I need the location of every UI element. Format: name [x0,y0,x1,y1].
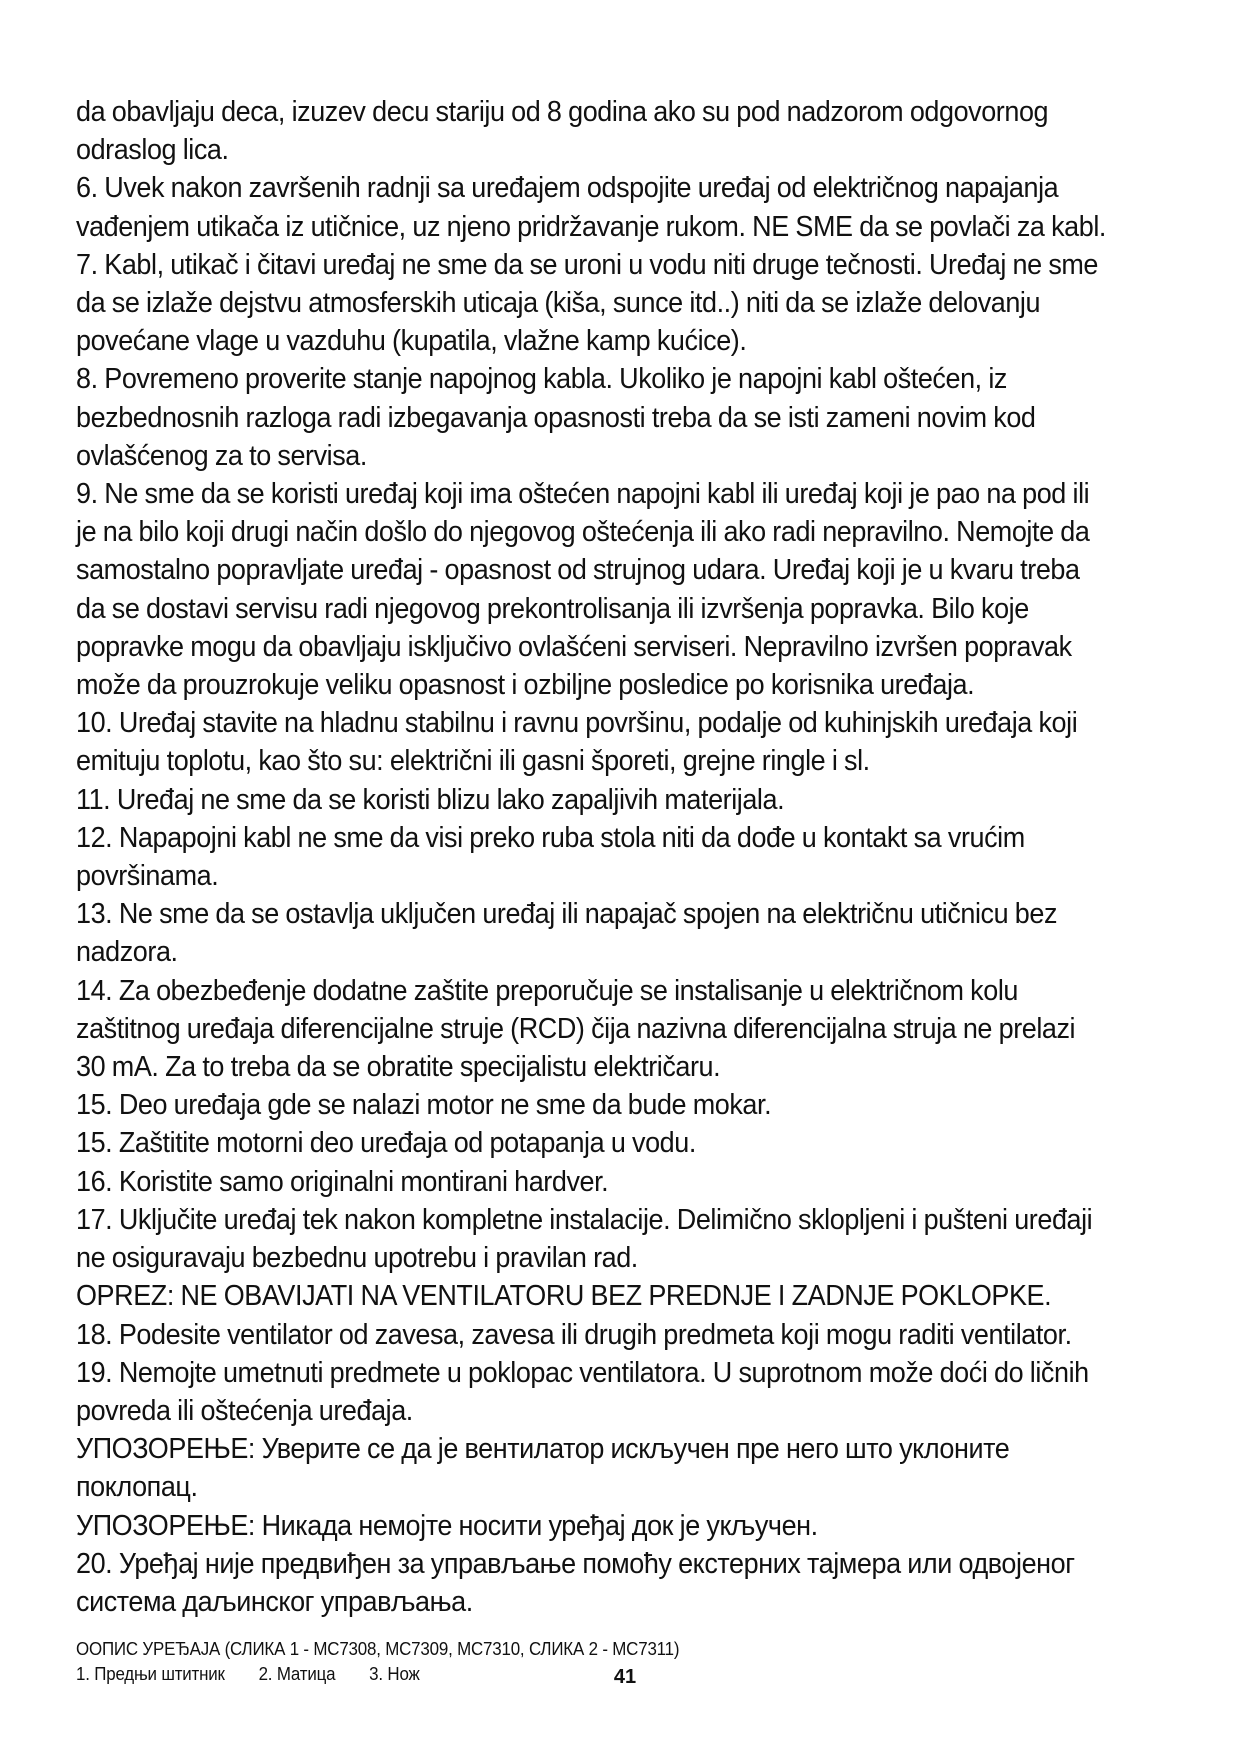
paragraph-item-7: 7. Kabl, utikač i čitavi uređaj ne sme da se uroni u vodu niti druge tečnosti. Uređaj ne sme da se izlaže dejstvu atmosferskih uticaja (kiša, sunce itd..) niti da se izlaže delovanju povećane vlage u vazduhu (kupatila, vlažne kamp kućice). [76,248,1099,358]
paragraph-item-12: 12. Napapojni kabl ne sme da visi preko ruba stola niti da dođe u kontakt sa vrućim površinama. [76,821,1025,893]
parts-list [76,1662,922,1687]
caution-notice: OPREZ: NE OBAVIJATI NA VENTILATORU BEZ PREDNJE I ZADNJE POKLOPKE. [76,1280,1052,1313]
paragraph-item-6: 6. Uvek nakon završenih radnji sa uređajem odspojite uređaj od električnog napajanja vađenjem utikača iz utičnice, uz njeno pridržavanje rukom. NE SME da se povlači za kabl. [76,172,1106,243]
paragraph-item-19: 19. Nemojte umetnuti predmete u poklopac ventilatora. U suprotnom može doći do ličnih povreda ili oštećenja uređaja. [76,1356,1089,1427]
paragraph-item-17: 17. Uključite uređaj tek nakon kompletne instalacije. Delimično sklopljeni i pušteni uređaji ne osiguravaju bezbednu upotrebu i pravilan rad. [76,1203,1093,1275]
part-item: 1. Предњи штитник [76,1664,225,1684]
paragraph-item-8: 8. Povremeno proverite stanje napojnog kabla. Ukoliko je napojni kabl oštećen, iz bezbednosnih razloga radi izbegavanja opasnosti treba da se isti zameni novim kod ovlašćenog za to servisa. [76,363,1036,472]
section-heading: ООПИС УРЕЂАЈА (СЛИКА 1 - MC7308, MC7309, MC7310, СЛИКА 2 - MC7311) [76,1639,680,1659]
part-item: 3. Нож [369,1664,420,1684]
page-number: 41 [613,1666,637,1688]
warning-notice-2: УПОЗОРЕЊЕ: Никада немојте носити уређај док је укључен. [76,1509,818,1542]
paragraph-item-16: 16. Koristite samo originalni montirani hardver. [76,1165,609,1198]
paragraph-continuation: da obavljaju deca, izuzev decu stariju od 8 godina ako su pod nadzorom odgovornog odraslog lica. [76,96,1049,167]
paragraph-item-15b: 15. Zaštitite motorni deo uređaja od potapanja u vodu. [76,1127,696,1160]
device-description-section [76,1637,922,1687]
paragraph-item-14: 14. Za obezbeđenje dodatne zaštite preporučuje se instalisanje u električnom kolu zaštitnog uređaja diferencijalne struje (RCD) čija nazivna diferencijalna struja ne prelazi 30 mA. Za to treba da se obratite specijalistu električaru. [76,974,1076,1084]
paragraph-item-9: 9. Ne sme da se koristi uređaj koji ima oštećen napojni kabl ili uređaj koji je pao na pod ili je na bilo koji drugi način došlo do njegovog oštećenja ili ako radi nepravilno. Nemojte da samostalno popravljate uređaj - opasnost od strujnog udara. Uređaj koji je u kvaru treba da se dostavi servisu radi njegovog prekontrolisanja ili izvršenja popravka. Bilo koje popravke mogu da obavljaju isključivo ovlašćeni serviseri. Nepravilno izvršen popravak može da prouzrokuje veliku opasnost i ozbiljne posledice po korisnika uređaja. [76,478,1090,702]
paragraph-item-20: 20. Уређај није предвиђен за управљање помоћу екстерних тајмера или одвојеног система даљинског управљања. [76,1547,1075,1618]
paragraph-item-13: 13. Ne sme da se ostavlja uključen uređaj ili napajač spojen na električnu utičnicu bez nadzora. [76,898,1058,969]
paragraph-item-10: 10. Uređaj stavite na hladnu stabilnu i ravnu površinu, podalje od kuhinjskih uređaja koji emituju toplotu, kao što su: električni ili gasni šporeti, grejne ringle i sl. [76,707,1078,778]
instructions-body [76,93,1108,1621]
paragraph-item-18: 18. Podesite ventilator od zavesa, zavesa ili drugih predmeta koji mogu raditi ventilator. [76,1318,1072,1351]
warning-notice-1: УПОЗОРЕЊЕ: Уверите се да је вентилатор искључен пре него што уклоните поклопац. [76,1433,1010,1504]
paragraph-item-15a: 15. Deo uređaja gde se nalazi motor ne sme da bude mokar. [76,1089,772,1122]
paragraph-item-11: 11. Uređaj ne sme da se koristi blizu lako zapaljivih materijala. [76,783,785,816]
part-item: 2. Матица [258,1664,336,1684]
